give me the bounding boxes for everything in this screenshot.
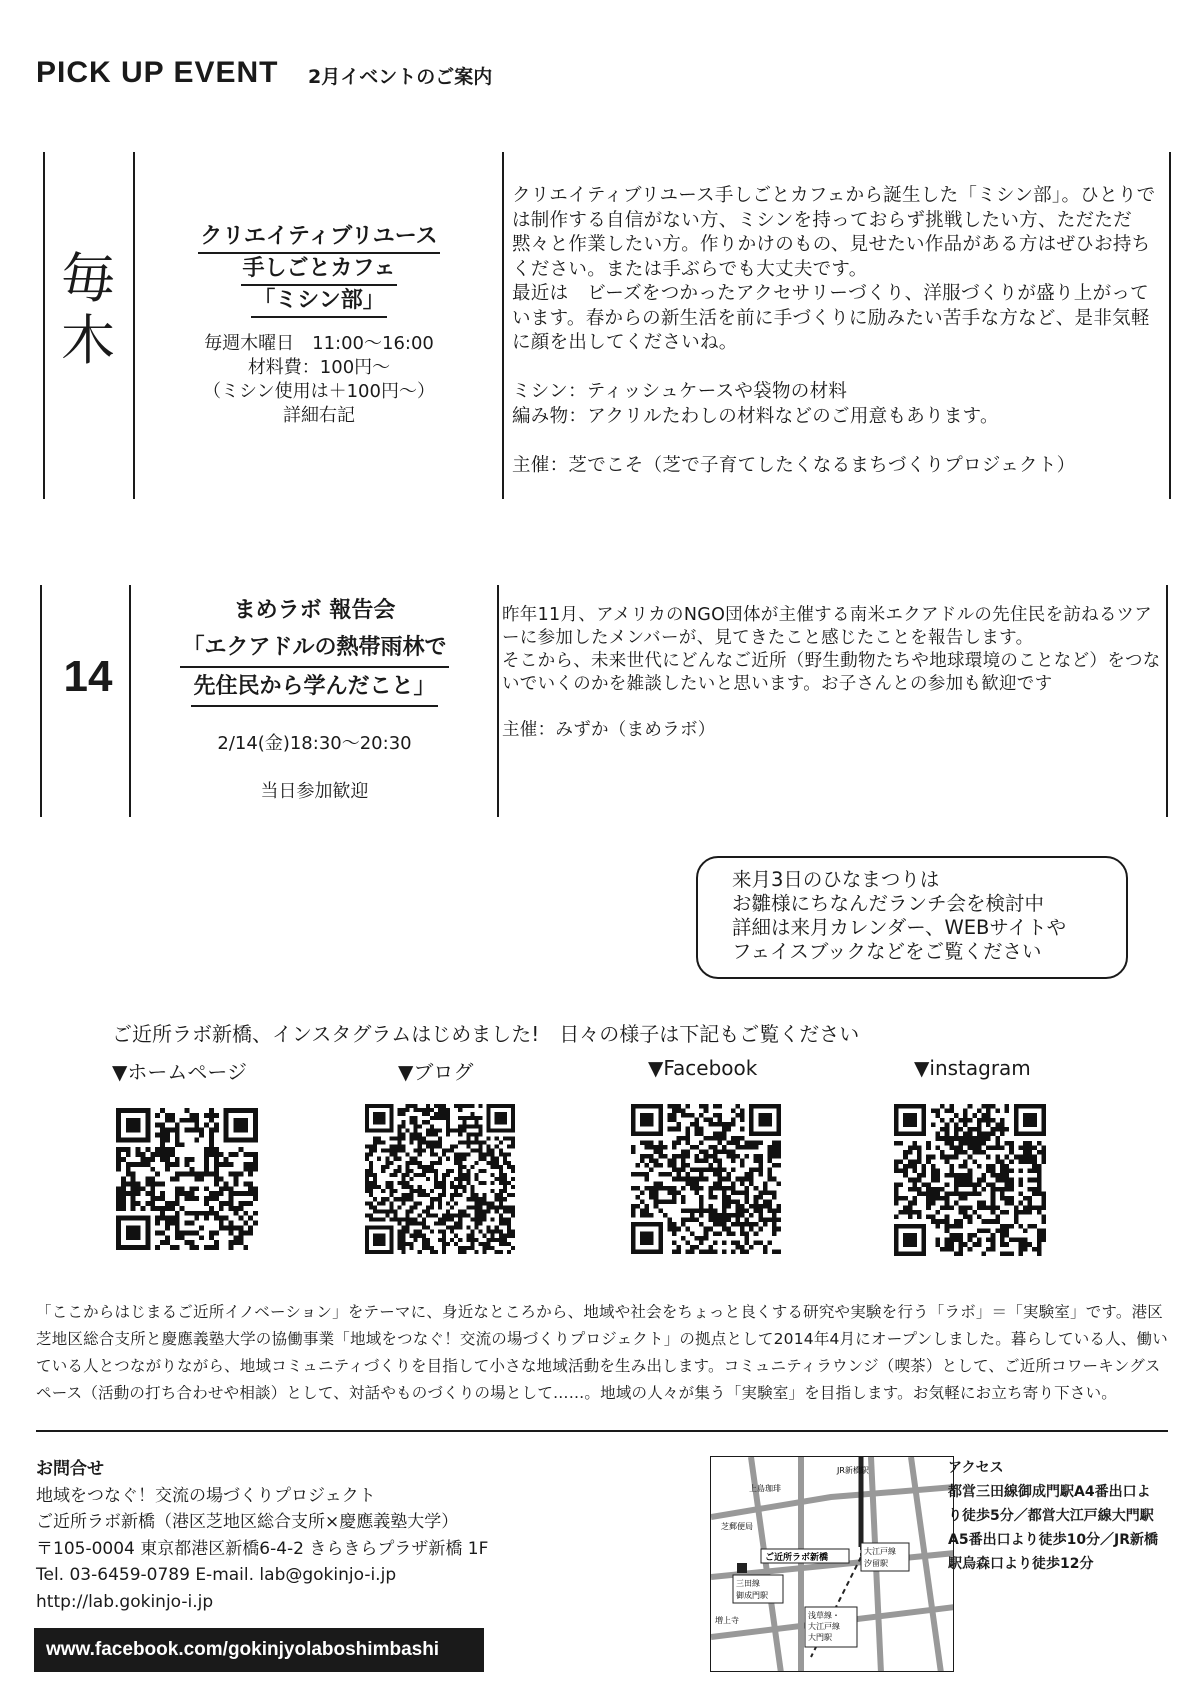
contact-line: 地域をつなぐ！交流の場づくりプロジェクト <box>36 1485 376 1506</box>
contact-block <box>36 1456 488 1615</box>
event-title: まめラボ 報告会 「エクアドルの熱帯雨林で 先住民から学んだこと」 <box>132 592 497 707</box>
access-line: り徒歩5分／都営大江戸線大門駅 <box>948 1508 1154 1524</box>
qr-code-facebook[interactable] <box>630 1104 782 1254</box>
access-line: 都営三田線御成門駅A4番出口よ <box>948 1484 1151 1500</box>
access-heading: アクセス <box>948 1460 1004 1476</box>
qr-label-blog: ▼ブログ <box>398 1060 474 1084</box>
divider <box>497 585 499 817</box>
page-subtitle: 2月イベントのご案内 <box>308 66 493 88</box>
contact-line: Tel. 03-6459-0789 E-mail. lab@gokinjo-i.jp <box>36 1565 397 1585</box>
event-meta: 毎週木曜日 11:00〜16:00 材料費：100円〜 （ミシン使用は＋100円〜） 詳細右記 <box>203 333 435 426</box>
svg-text:JR新橋駅: JR新橋駅 <box>837 1466 869 1475</box>
event-day: 14 <box>63 652 113 701</box>
event-day: 毎木 <box>61 247 115 372</box>
event-description: 昨年11月、アメリカのNGO団体が主催する南米エクアドルの先住民を訪ねるツアーに参加したメンバーが、見てきたこと感じたことを報告します。 そこから、未来世代にどんなご近所（野生動物たちや地球環境のことなど）をつないでいくのかを雑談したいと思います。お子さんとの参加も歓迎です 主催：みずか（まめラボ） <box>502 605 1161 740</box>
svg-text:三田線: 三田線 <box>736 1579 760 1588</box>
facebook-url-bar[interactable]: www.facebook.com/gokinjyolaboshimbashi <box>34 1628 484 1672</box>
divider <box>1169 152 1171 499</box>
qr-label-instagram: ▼instagram <box>914 1056 1031 1080</box>
notice-box: 来月3日のひなまつりは お雛様にちなんだランチ会を検討中 詳細は来月カレンダー、WEBサイトや フェイスブックなどをご覧ください <box>696 856 1128 979</box>
contact-line: 〒105-0004 東京都港区新橋6-4-2 きらきらプラザ新橋 1F <box>36 1538 489 1559</box>
instagram-note: ご近所ラボ新橋、インスタグラムはじめました! 日々の様子は下記もご覧ください <box>112 1022 860 1046</box>
svg-text:汐留駅: 汐留駅 <box>864 1559 888 1568</box>
divider <box>133 152 135 499</box>
contact-heading: お問合せ <box>36 1459 104 1479</box>
access-line: 駅烏森口より徒歩12分 <box>948 1556 1094 1572</box>
svg-text:御成門駅: 御成門駅 <box>736 1591 768 1600</box>
map-label-lab: ご近所ラボ新橋 <box>765 1553 829 1563</box>
event-meta: 2/14(金)18:30〜20:30 当日参加歓迎 <box>217 733 412 802</box>
qr-code-homepage[interactable] <box>112 1108 262 1250</box>
divider <box>36 1430 1168 1432</box>
divider <box>1166 585 1168 817</box>
event-description: クリエイティブリユース手しごとカフェから誕生した「ミシン部」。ひとりでは制作する自信がない方、ミシンを持っておらず挑戦したい方、ただただ黙々と作業したい方。作りかけのもの、見せたい作品がある方はぜひお持ちください。または手ぶらでも大丈夫です。 最近は ビーズをつかったアクセサリーづくり、洋服づくりが盛り上がっています。春からの新生活を前に手づくりに励みたい苦手な方など、是非気軽に顔を出してくださいね。 ミシン：ティッシュケースや袋物の材料 編み物：アクリルたわしの材料などのご用意もあります。 主催：芝でこそ（芝で子育てしたくなるまちづくりプロジェクト） <box>512 185 1156 476</box>
divider <box>502 152 504 499</box>
qr-label-homepage: ▼ホームページ <box>112 1060 247 1084</box>
divider <box>43 152 45 499</box>
about-text: 「ここからはじまるご近所イノベーション」をテーマに、身近なところから、地域や社会をちょっと良くする研究や実験を行う「ラボ」＝「実験室」です。港区芝地区総合支所と慶應義塾大学の協働事業「地域をつなぐ！交流の場づくりプロジェクト」の拠点として2014年4月にオープンしました。暮らしている人、働いている人とつながりながら、地域コミュニティづくりを目指して小さな地域活動を生み出します。コミュニティラウンジ（喫茶）として、ご近所コワーキングスペース（活動の打ち合わせや相談）として、対話やものづくりの場として……。地域の人々が集う「実験室」を目指します。お気軽にお立ち寄り下さい。 <box>36 1303 1168 1402</box>
svg-text:芝郵便局: 芝郵便局 <box>721 1522 753 1531</box>
svg-text:上島珈琲: 上島珈琲 <box>749 1484 781 1493</box>
svg-text:大江戸線: 大江戸線 <box>864 1547 896 1556</box>
access-map <box>710 1456 954 1672</box>
page-title: PICK UP EVENT <box>36 56 279 89</box>
svg-text:浅草線・: 浅草線・ <box>808 1611 840 1620</box>
svg-text:大江戸線: 大江戸線 <box>808 1622 840 1631</box>
svg-text:大門駅: 大門駅 <box>808 1633 832 1642</box>
access-block <box>948 1456 1158 1576</box>
contact-url[interactable]: http://lab.gokinjo-i.jp <box>36 1591 214 1612</box>
qr-code-blog[interactable] <box>364 1104 516 1254</box>
qr-label-facebook: ▼Facebook <box>648 1056 758 1080</box>
svg-text:増上寺: 増上寺 <box>715 1616 739 1625</box>
event-title: クリエイティブリユース 手しごとカフェ 「ミシン部」 <box>136 222 502 318</box>
divider <box>129 585 131 817</box>
contact-line: ご近所ラボ新橋（港区芝地区総合支所×慶應義塾大学） <box>36 1512 459 1532</box>
qr-code-instagram[interactable] <box>892 1104 1048 1256</box>
access-line: A5番出口より徒歩10分／JR新橋 <box>948 1532 1159 1548</box>
divider <box>40 585 42 817</box>
